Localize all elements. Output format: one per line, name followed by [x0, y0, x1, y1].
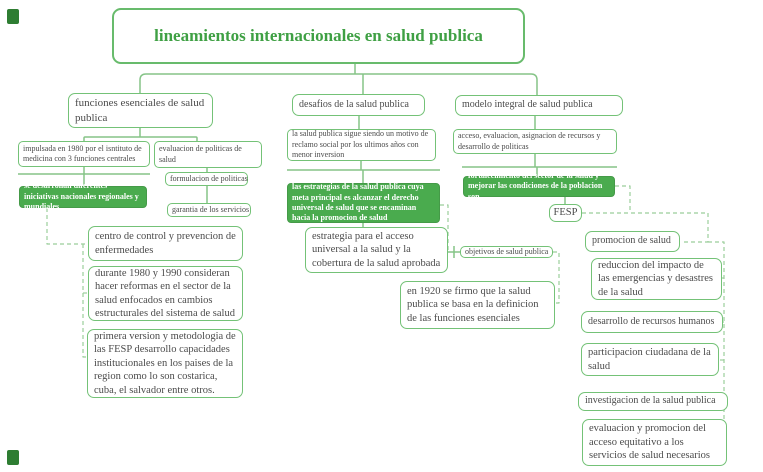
node-modelo-integral: modelo integral de salud publica	[455, 95, 623, 116]
node-se-desarrollan-iniciativas: se desarrollan diferentes iniciativas nacionales regionales y mundiales	[19, 186, 147, 208]
node-investigacion-salud-publica: investigacion de la salud publica	[578, 392, 728, 411]
node-garantia-servicios: garantia de los servicios	[167, 203, 251, 217]
corner-mark-bottom-left	[7, 450, 19, 465]
node-funciones-esenciales: funciones esenciales de salud publica	[68, 93, 213, 128]
node-impulsada-1980: impulsada en 1980 por el isntituto de medicina con 3 funciones centrales	[18, 141, 150, 167]
node-objetivos-salud-publica: objetivos de salud publica	[460, 246, 553, 258]
node-promocion-salud: promocion de salud	[585, 231, 680, 252]
node-fortalecimiento-sector: fortalecimiento del sector de la salud y mejorar las condiciones de la poblacion son	[463, 176, 615, 197]
node-reduccion-impacto: reduccion del impacto de las emergencias y desastres de la salud	[591, 258, 722, 300]
node-estrategias-meta: las estrategias de la salud publica cuya meta principal es alcanzar el derecho universal de salud que se encaminan hacia la promocion de salud	[287, 183, 440, 223]
node-evaluacion-politicas: evaluacion de politicas de salud	[154, 141, 262, 168]
node-desafios: desafios de la salud publica	[292, 94, 425, 116]
node-primera-version-fesp: primera version y metodologia de las FESP desarrollo capacidades institucionales en los paises de la region como lo son costarica, cuba, el salvador entre otros.	[87, 329, 243, 398]
node-en-1920-firmo: en 1920 se firmo que la salud publica se basa en la definicion de las funciones esenciales	[400, 281, 555, 329]
node-durante-1980-1990: durante 1980 y 1990 consideran hacer reformas en el sector de la salud enfocados en cambios estructurales del sistema de salud	[88, 266, 243, 321]
node-formulacion-politicas: formulacion de politicas	[165, 172, 248, 186]
node-la-salud-reclamo: la salud publica sigue siendo un motivo de reclamo social por los ultimos años con menor inversion	[287, 129, 436, 161]
node-title: lineamientos internacionales en salud publica	[112, 8, 525, 64]
corner-mark-top-left	[7, 9, 19, 24]
node-fesp: FESP	[549, 204, 582, 222]
node-acceso-evaluacion-recursos: acceso, evaluacion, asignacion de recursos y desarrollo de politicas	[453, 129, 617, 154]
node-centro-control: centro de control y prevencion de enfermedades	[88, 226, 243, 261]
node-participacion-ciudadana: participacion ciudadana de la salud	[581, 343, 719, 376]
node-desarrollo-recursos-humanos: desarrollo de recursos humanos	[581, 311, 723, 333]
node-evaluacion-promocion-acceso: evaluacion y promocion del acceso equitativo a los servicios de salud necesarios	[582, 419, 727, 466]
node-estrategia-acceso-universal: estrategia para el acceso universal a la salud y la cobertura de la salud aprobada	[305, 227, 448, 273]
